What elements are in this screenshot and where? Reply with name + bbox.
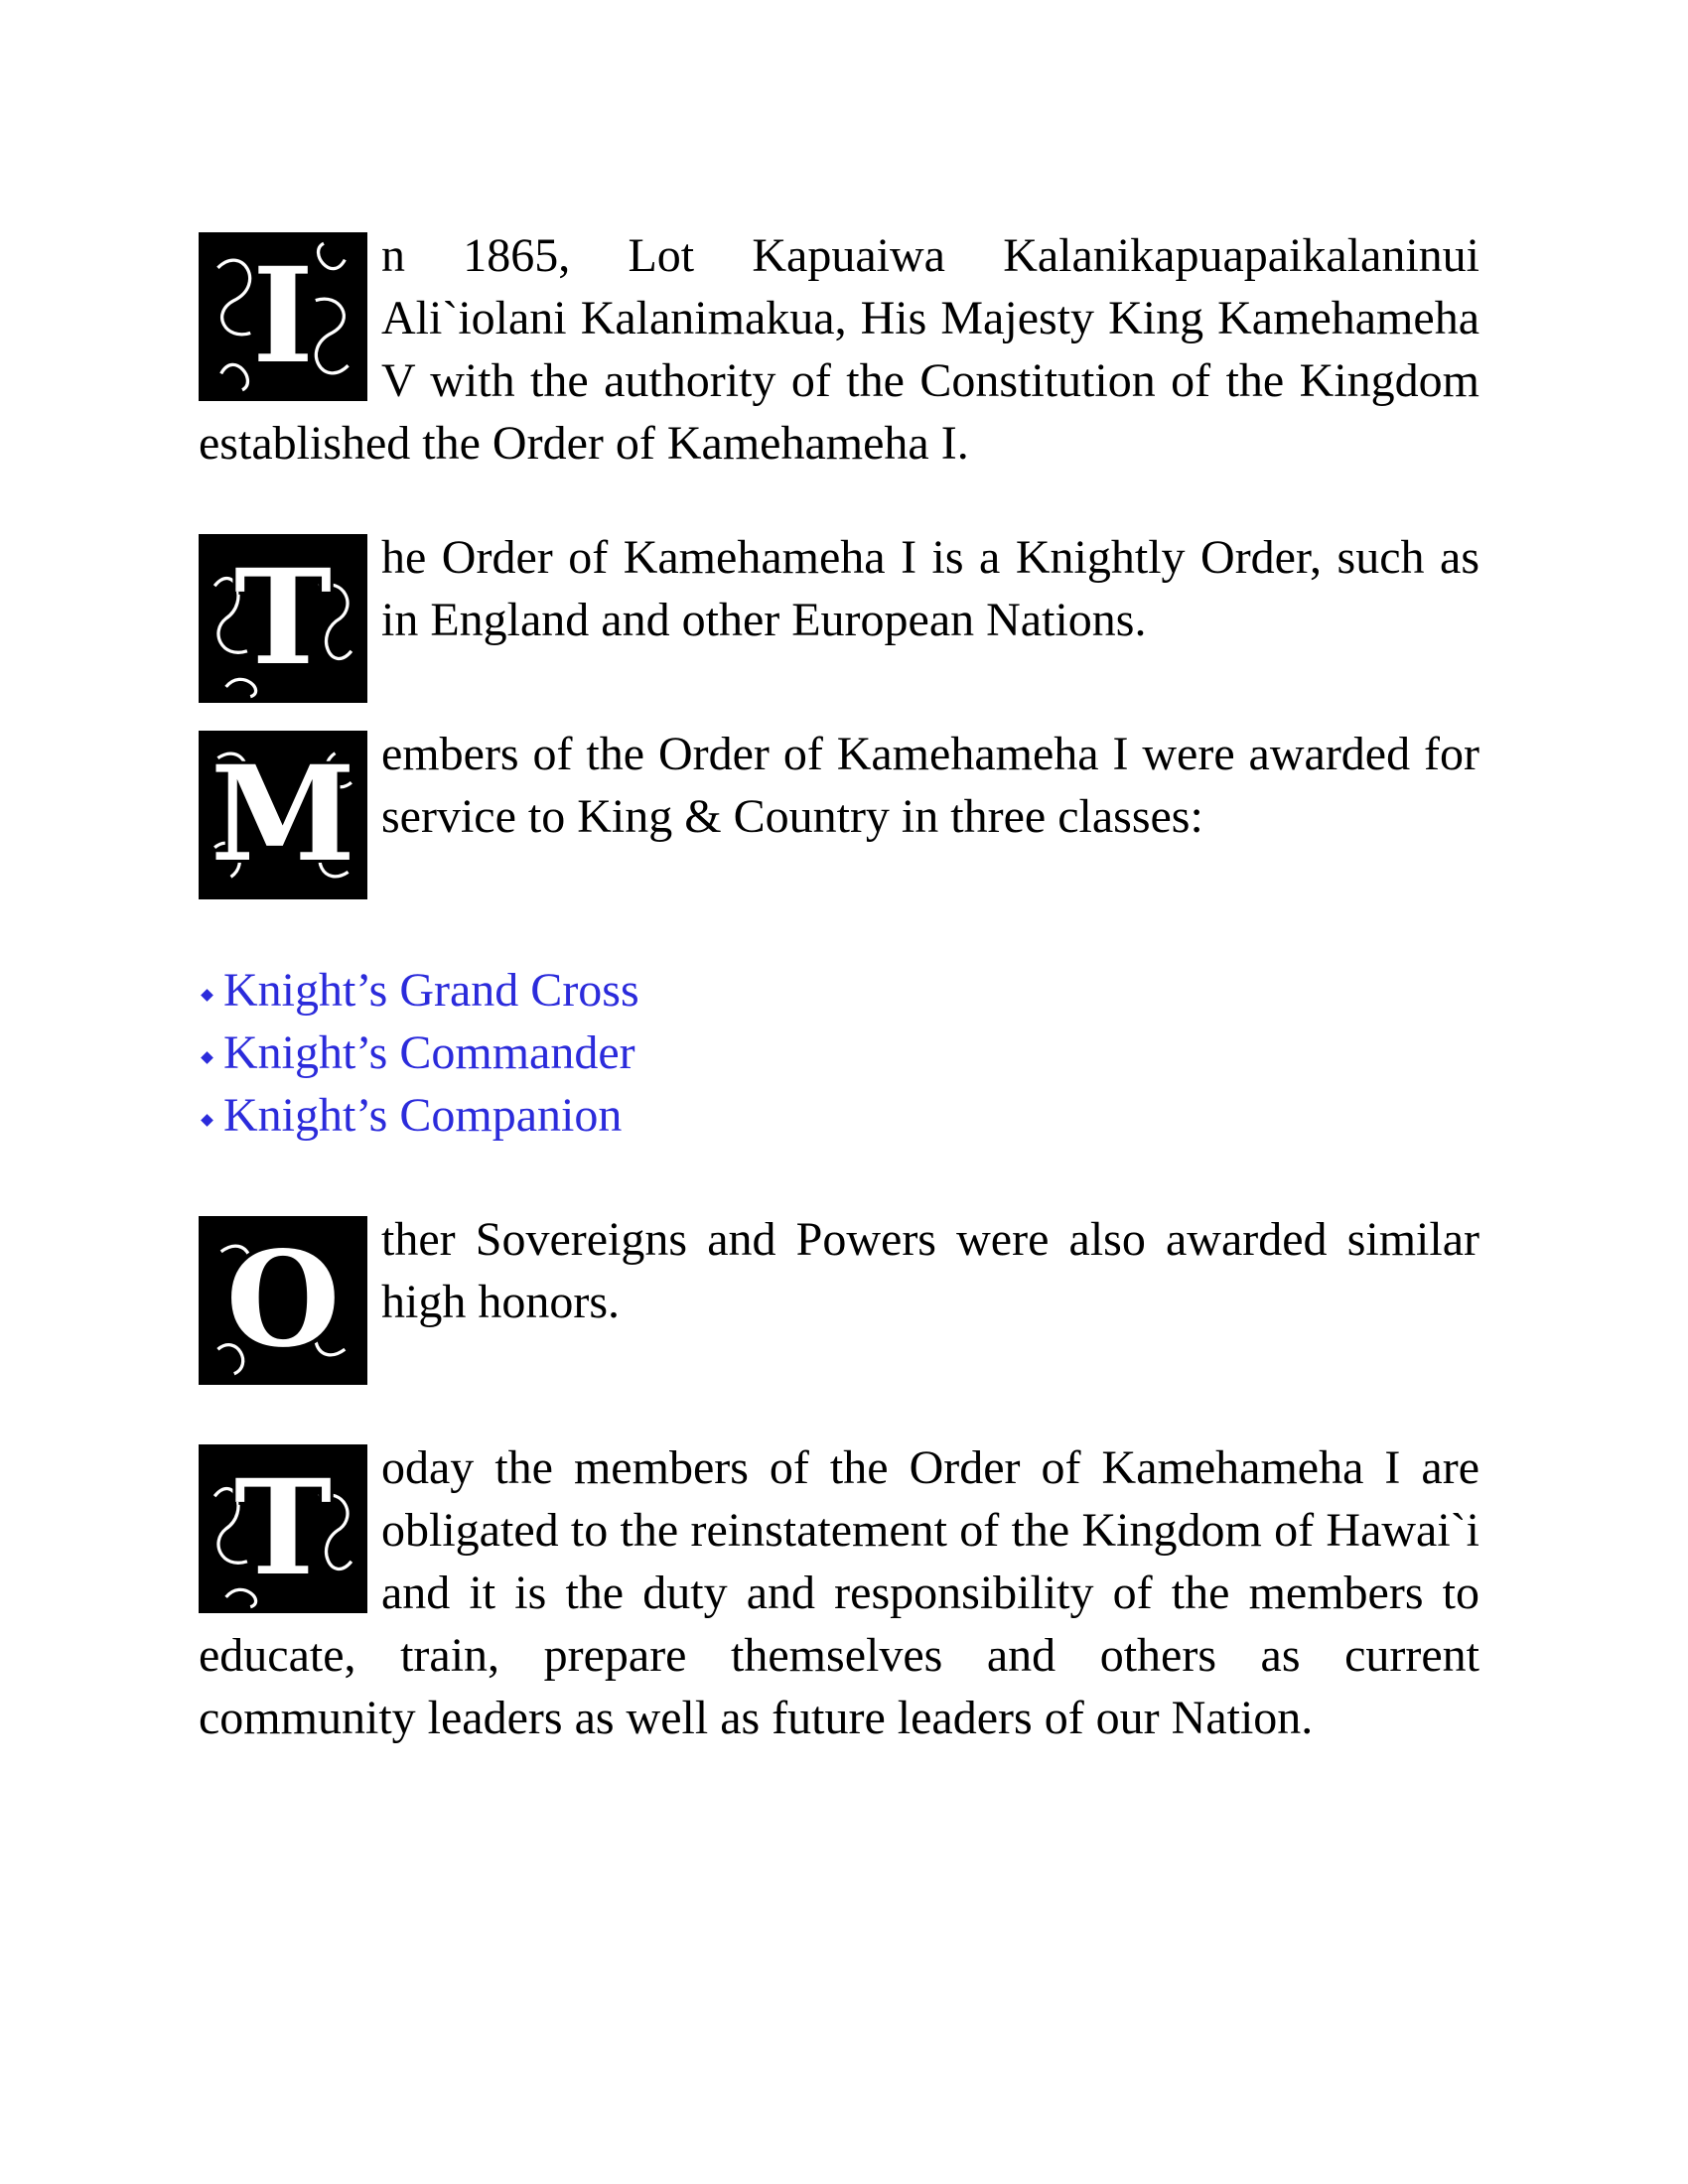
list-item	[199, 1022, 1479, 1084]
paragraph-other-sovereigns	[199, 1208, 1479, 1377]
paragraph-establishment	[199, 224, 1479, 475]
initial-letter: M	[210, 738, 356, 891]
paragraph-text: n 1865, Lot Kapuaiwa Kalanikapuapaikalaninui Ali`iolani Kalanimakua, His Majesty King Kamehameha V with the authority of the Constitution of the Kingdom established the Order of Kamehameha I.	[199, 229, 1479, 470]
decorative-initial-i	[199, 232, 367, 401]
document-body	[199, 224, 1479, 1749]
paragraph-text: ther Sovereigns and Powers were also awarded similar high honors.	[381, 1213, 1479, 1328]
classes-list	[199, 959, 1479, 1147]
list-item	[199, 1084, 1479, 1147]
diamond-bullet-icon	[201, 989, 213, 1002]
decorative-initial-m	[199, 731, 367, 899]
decorative-initial-o	[199, 1216, 367, 1385]
initial-letter: T	[233, 541, 333, 695]
paragraph-today	[199, 1436, 1479, 1749]
paragraph-members-classes	[199, 723, 1479, 891]
class-label: Knight’s Companion	[223, 1089, 623, 1142]
paragraph-text: he Order of Kamehameha I is a Knightly Order, such as in England and other European Nations.	[381, 531, 1479, 646]
initial-letter: T	[233, 1451, 333, 1605]
initial-letter: I	[252, 239, 314, 393]
list-item	[199, 959, 1479, 1022]
initial-letter: O	[225, 1223, 341, 1377]
class-label: Knight’s Grand Cross	[223, 964, 639, 1017]
diamond-bullet-icon	[201, 1051, 213, 1064]
paragraph-text: embers of the Order of Kamehameha I were awarded for service to King & Country in three classes:	[381, 728, 1479, 843]
paragraph-knightly-order	[199, 526, 1479, 695]
diamond-bullet-icon	[201, 1114, 213, 1127]
decorative-initial-t	[199, 534, 367, 703]
paragraph-text: oday the members of the Order of Kamehameha I are obligated to the reinstatement of the Kingdom of Hawai`i and it is the duty and responsibility of the members to educate, train, prepare themselves and others as current community leaders as well as future leaders of our Nation.	[199, 1441, 1479, 1744]
class-label: Knight’s Commander	[223, 1026, 635, 1079]
decorative-initial-t	[199, 1444, 367, 1613]
